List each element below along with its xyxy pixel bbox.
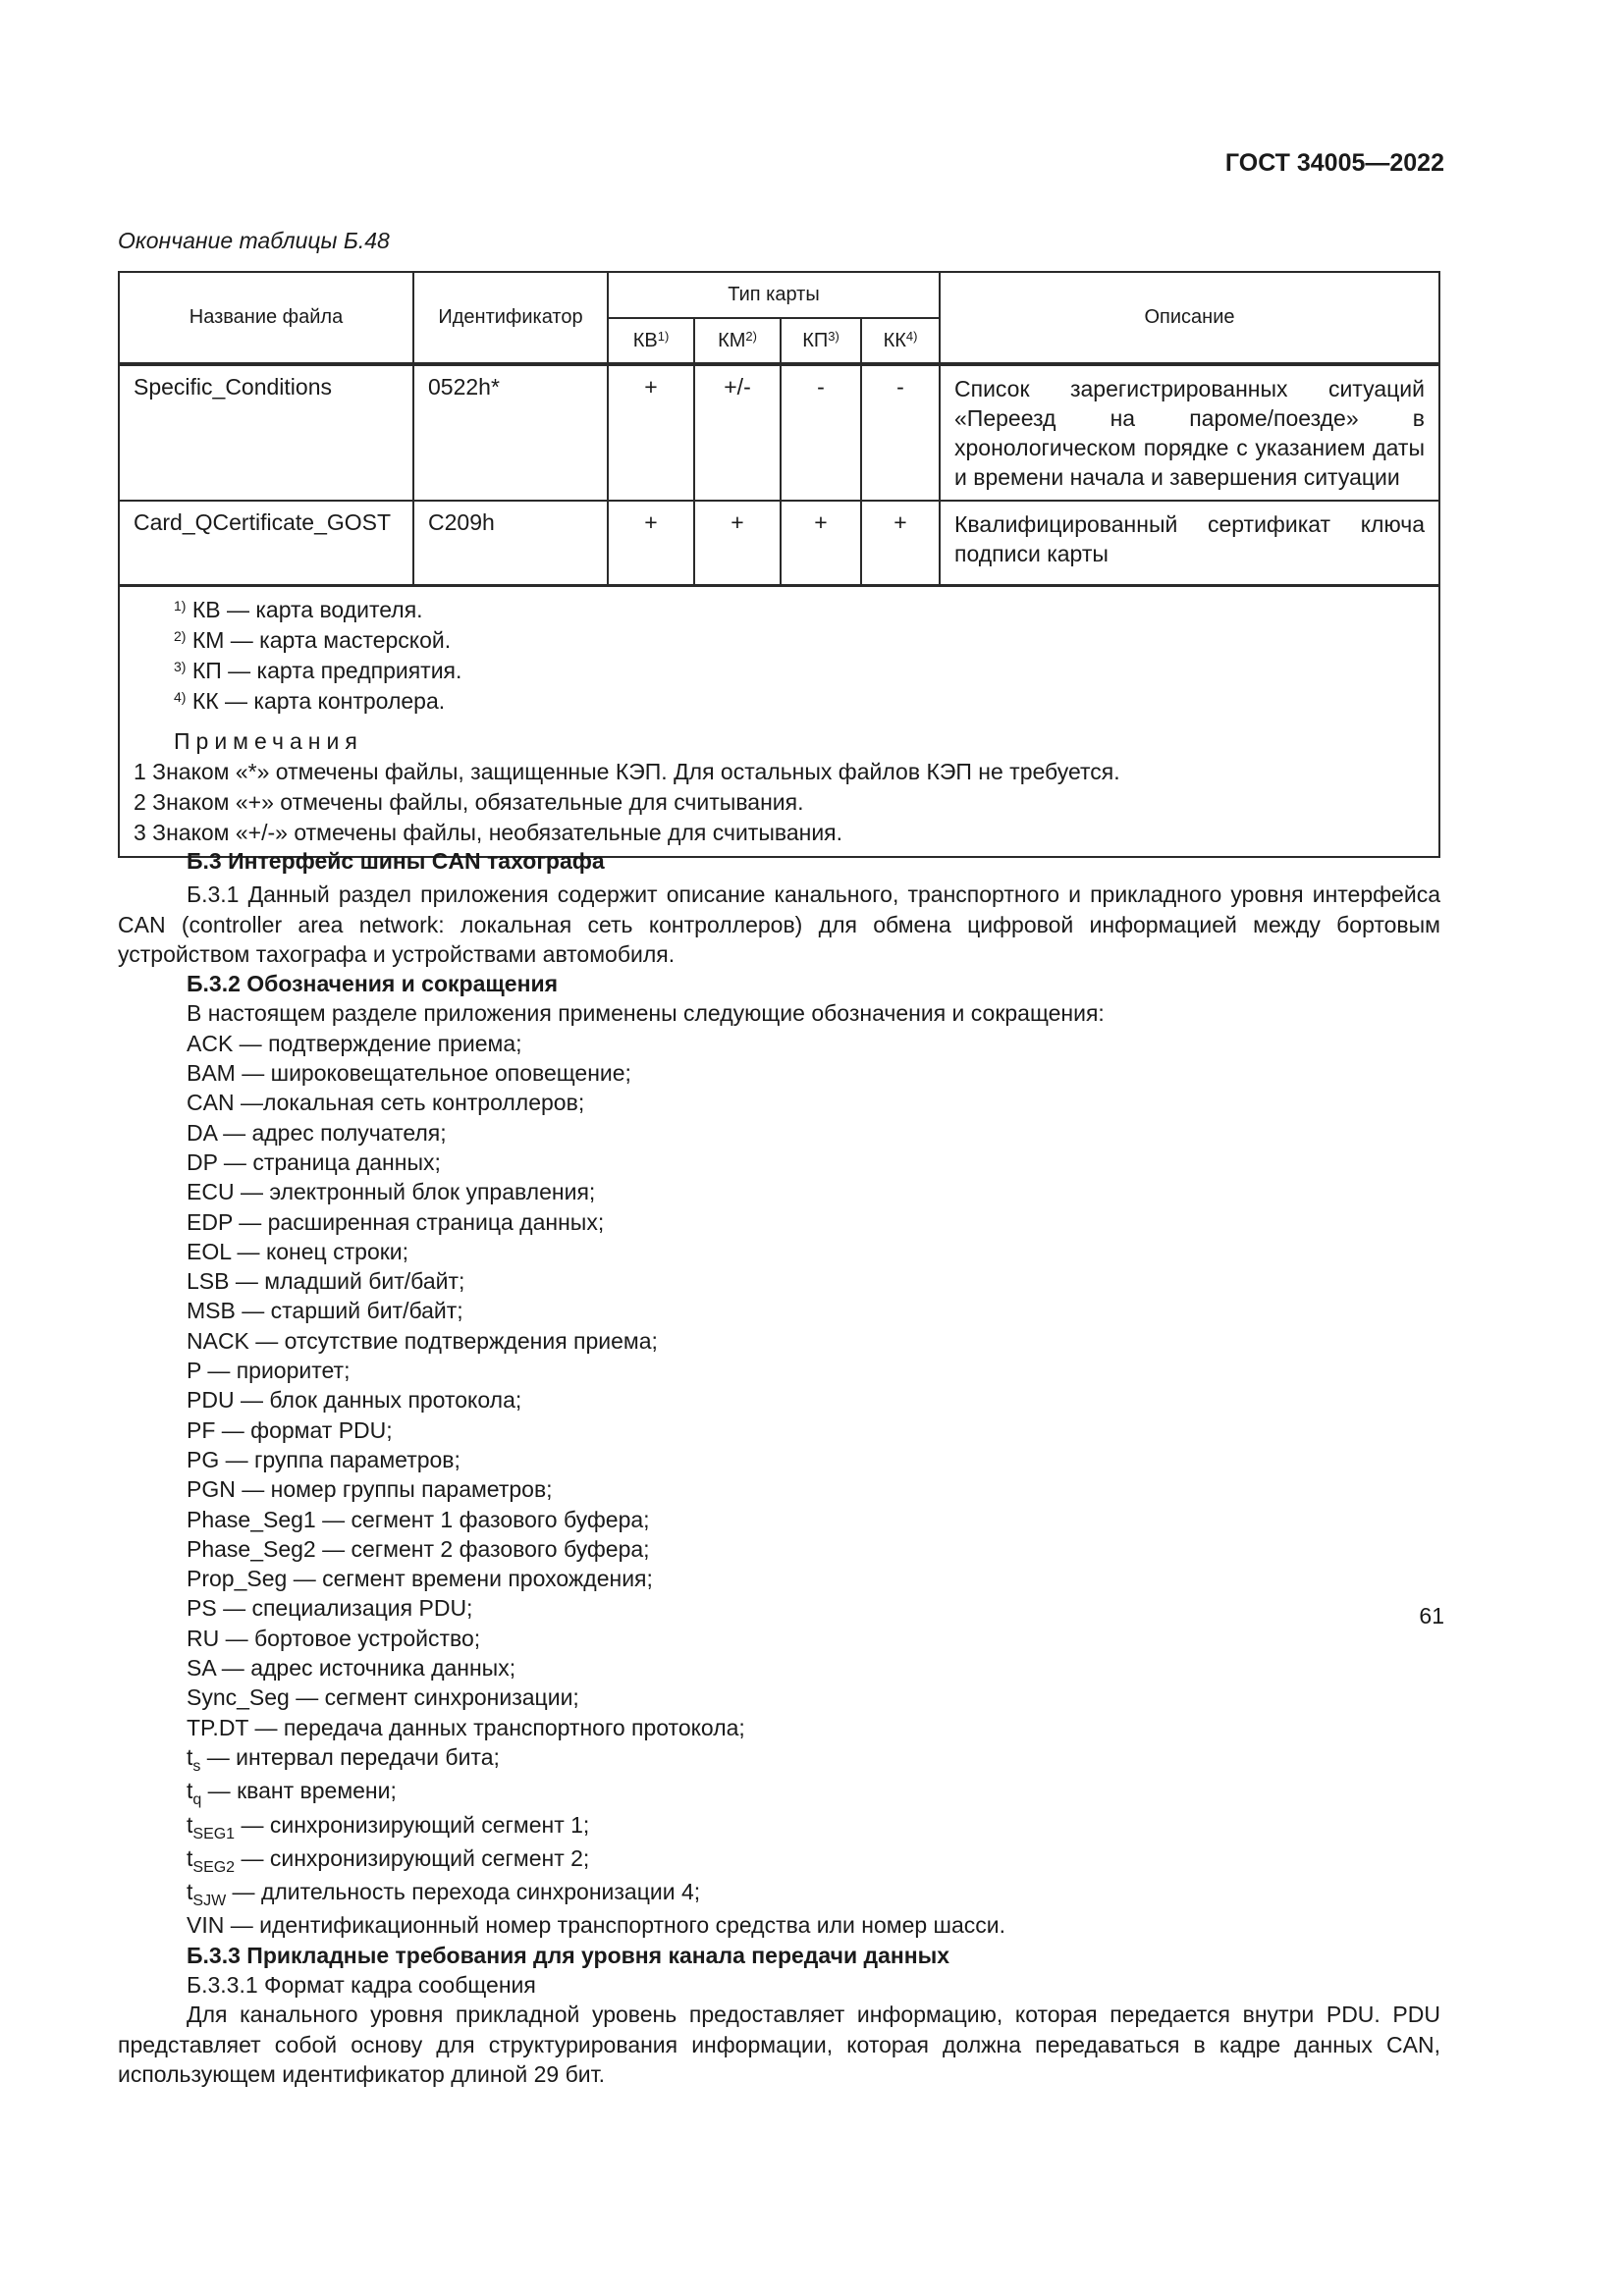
paragraph: Для канального уровня прикладной уровень предоставляет информацию, которая передается внутри PDU. PDU представляет собой основу для структурирования информации, которая должна передаваться в кадре данных CAN, использующем идентификатор длиной 29 бит. — [118, 2002, 1440, 2087]
footnote: $^{4)}$ КК — карта контролера. — [174, 688, 446, 714]
page-number: 61 — [1419, 1603, 1444, 1629]
abbreviation-item: Phase_Seg1 — сегмент 1 фазового буфера; — [187, 1506, 650, 1532]
cell-kk: + — [861, 501, 940, 586]
cell-kv: + — [608, 364, 694, 501]
abbreviation-item: ACK — подтверждение приема; — [187, 1030, 522, 1056]
cell-file-name: Card_QCertificate_GOST — [119, 501, 413, 586]
abbreviation-item: PF — формат PDU; — [187, 1416, 393, 1443]
abbreviation-item: $t_s$ — интервал передачи бита; — [187, 1743, 500, 1775]
cell-description: Квалифицированный сертификат ключа подписи карты — [940, 501, 1439, 586]
table-caption: Окончание таблицы Б.48 — [118, 228, 390, 253]
clause-title: Б.3.3.1 Формат кадра сообщения — [187, 1971, 536, 1998]
col-header-km: КМ$^{2)}$ — [694, 318, 781, 364]
abbreviation-item: Prop_Seg — сегмент времени прохождения; — [187, 1566, 653, 1592]
abbreviation-item: PGN — номер группы параметров; — [187, 1476, 553, 1503]
cell-file-name: Specific_Conditions — [119, 364, 413, 501]
abbreviation-item: VIN — идентификационный номер транспортного средства или номер шасси. — [187, 1912, 1006, 1939]
abbreviation-item: PDU — блок данных протокола; — [187, 1387, 522, 1414]
abbreviation-item: LSB — младший бит/байт; — [187, 1268, 465, 1295]
col-header-kk: КК$^{4)}$ — [861, 318, 940, 364]
abbreviation-item: RU — бортовое устройство; — [187, 1625, 481, 1651]
footnote: $^{2)}$ КМ — карта мастерской. — [174, 627, 452, 653]
cell-km: + — [694, 501, 781, 586]
abbreviation-item: NACK — отсутствие подтверждения приема; — [187, 1327, 658, 1354]
abbreviation-item: CAN —локальная сеть контроллеров; — [187, 1090, 585, 1116]
paragraph: В настоящем разделе приложения применены следующие обозначения и сокращения: — [187, 1000, 1105, 1027]
table-header-row — [119, 272, 1439, 318]
abbreviation-item: ECU — электронный блок управления; — [187, 1179, 596, 1205]
abbreviation-list — [118, 1029, 1440, 1742]
abbreviation-item: Phase_Seg2 — сегмент 2 фазового буфера; — [187, 1535, 650, 1562]
abbreviation-item: TP.DT — передача данных транспортного протокола; — [187, 1714, 745, 1740]
table-row — [119, 501, 1439, 586]
abbreviation-item: DP — страница данных; — [187, 1148, 441, 1175]
time-symbol-list — [118, 1742, 1440, 1910]
note: 2 Знаком «+» отмечены файлы, обязательные для считывания. — [134, 789, 804, 815]
abbreviation-item: $t_{SEG1}$ — синхронизирующий сегмент 1; — [187, 1811, 590, 1842]
cell-identifier: 0522h* — [413, 364, 608, 501]
abbreviation-item: Sync_Seg — сегмент синхронизации; — [187, 1684, 579, 1711]
cell-kk: - — [861, 364, 940, 501]
paragraph: Б.3.1 Данный раздел приложения содержит описание канального, транспортного и прикладного уровня интерфейса CAN (controller area network: локальная сеть контроллеров) для обмена цифровой информацией между бортовым устройством тахографа и устройствами автомобиля. — [118, 881, 1440, 967]
cell-kv: + — [608, 501, 694, 586]
abbreviation-item: $t_{SJW}$ — длительность перехода синхронизации 4; — [187, 1879, 701, 1910]
section-title: Б.3 Интерфейс шины CAN тахографа — [187, 848, 605, 874]
card-files-table — [118, 271, 1440, 858]
abbreviation-item: DA — адрес получателя; — [187, 1119, 447, 1146]
table-row — [119, 364, 1439, 501]
note: 3 Знаком «+/-» отмечены файлы, необязательные для считывания. — [134, 820, 843, 845]
cell-identifier: C209h — [413, 501, 608, 586]
cell-kp: - — [781, 364, 861, 501]
subsection-title: Б.3.3 Прикладные требования для уровня канала передачи данных — [187, 1942, 950, 1968]
col-header-file-name: Название файла — [119, 272, 413, 364]
table-notes — [119, 586, 1439, 858]
table-notes-row — [119, 586, 1439, 858]
document-code: ГОСТ 34005—2022 — [1224, 149, 1444, 177]
abbreviation-item: $t_{SEG2}$ — синхронизирующий сегмент 2; — [187, 1844, 590, 1876]
abbreviation-item: SA — адрес источника данных; — [187, 1655, 516, 1682]
section-b3 — [118, 846, 1440, 2089]
cell-description: Список зарегистрированных ситуаций «Переезд на пароме/поезде» в хронологическом порядке с указанием даты и времени начала и завершения ситуации — [940, 364, 1439, 501]
notes-title: Примечания — [174, 728, 363, 754]
footnote: $^{1)}$ КВ — карта водителя. — [174, 597, 423, 622]
abbreviation-item: EDP — расширенная страница данных; — [187, 1208, 605, 1235]
col-header-description: Описание — [940, 272, 1439, 364]
abbreviation-item: PS — специализация PDU; — [187, 1595, 473, 1622]
abbreviation-item: P — приоритет; — [187, 1358, 351, 1384]
col-header-card-type: Тип карты — [608, 272, 940, 318]
footnote: $^{3)}$ КП — карта предприятия. — [174, 658, 462, 683]
col-header-kv: КВ$^{1)}$ — [608, 318, 694, 364]
note: 1 Знаком «*» отмечены файлы, защищенные КЭП. Для остальных файлов КЭП не требуется. — [134, 759, 1120, 784]
abbreviation-item: $t_q$ — квант времени; — [187, 1778, 397, 1809]
cell-kp: + — [781, 501, 861, 586]
col-header-identifier: Идентификатор — [413, 272, 608, 364]
abbreviation-item: EOL — конец строки; — [187, 1238, 409, 1264]
col-header-kp: КП$^{3)}$ — [781, 318, 861, 364]
subsection-title: Б.3.2 Обозначения и сокращения — [187, 971, 559, 997]
cell-km: +/- — [694, 364, 781, 501]
abbreviation-item: MSB — старший бит/байт; — [187, 1298, 463, 1324]
abbreviation-item: BAM — широковещательное оповещение; — [187, 1060, 631, 1087]
abbreviation-item: PG — группа параметров; — [187, 1446, 460, 1472]
